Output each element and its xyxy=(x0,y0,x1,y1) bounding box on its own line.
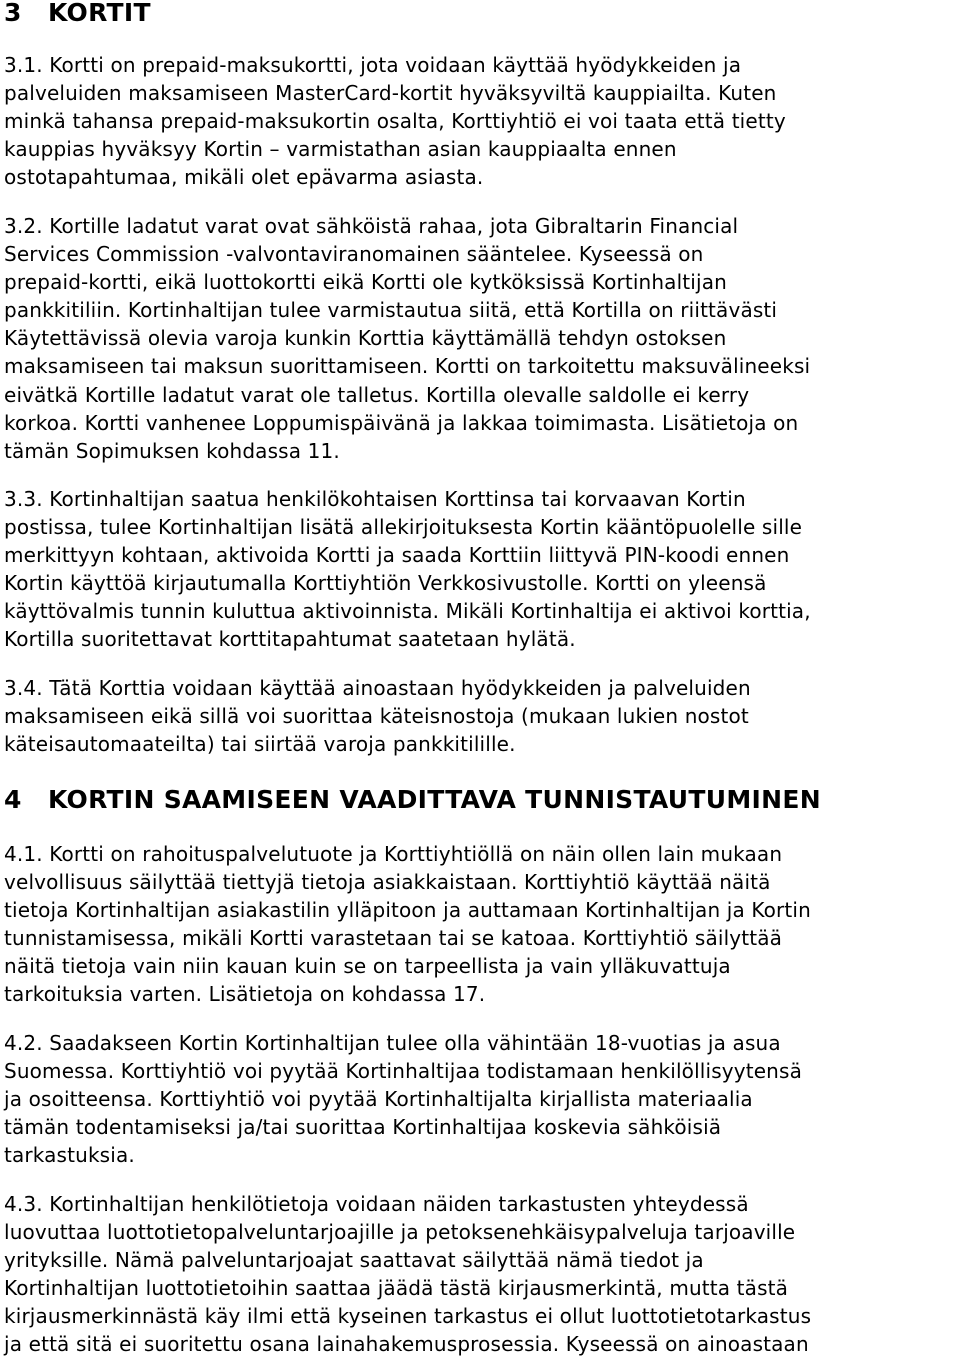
text-line: 4.3. Kortinhaltijan henkilötietoja voidaan näiden tarkastusten yhteydessä xyxy=(4,1192,749,1216)
text-line: käteisautomaateilta) tai siirtää varoja pankkitilille. xyxy=(4,732,516,757)
text-line: maksamiseen tai maksun suorittamiseen. Kortti on tarkoitettu maksuvälineeksi xyxy=(4,354,811,379)
text-line: eivätkä Kortille ladatut varat ole talletus. Kortilla olevalle saldolle ei kerry xyxy=(4,382,750,407)
text-line: 4.2. Saadakseen Kortin Kortinhaltijan tulee olla vähintään 18-vuotias ja asua xyxy=(4,1031,781,1055)
text-line: kirjausmerkinnästä käy ilmi että kyseinen tarkastus ei ollut luottotietotarkastus xyxy=(4,1304,812,1329)
text-line: Kortin käyttöä kirjautumalla Korttiyhtiön Verkkosivustolle. Kortti on yleensä xyxy=(4,571,767,596)
section-title: KORTIN SAAMISEEN VAADITTAVA TUNNISTAUTUMINEN xyxy=(48,785,821,814)
paragraph-4-2 xyxy=(4,1029,958,1169)
text-line: näitä tietoja vain niin kauan kuin se on tarpeellista ja vain ylläkuvattuja xyxy=(4,954,731,979)
text-line: tämän todentamiseksi ja/tai suorittaa Kortinhaltijaa koskevia sähköisiä xyxy=(4,1115,722,1140)
text-line: 3.2. Kortille ladatut varat ovat sähköistä rahaa, jota Gibraltarin Financial xyxy=(4,214,739,238)
text-line: pankkitiliin. Kortinhaltijan tulee varmistautua siitä, että Kortilla on riittävästi xyxy=(4,298,778,323)
text-line: yrityksille. Nämä palveluntarjoajat saattavat säilyttää nämä tiedot ja xyxy=(4,1248,704,1273)
text-line: kauppias hyväksyy Kortin – varmistathan asian kauppiaalta ennen xyxy=(4,137,677,162)
text-line: Käytettävissä olevia varoja kunkin Korttia käyttämällä tehdyn ostoksen xyxy=(4,326,727,351)
text-line: merkittyyn kohtaan, aktivoida Kortti ja saada Korttiin liittyvä PIN-koodi ennen xyxy=(4,543,790,568)
text-line: palveluiden maksamiseen MasterCard-kortit hyväksyviltä kauppiailta. Kuten xyxy=(4,81,777,106)
section-number: 4 xyxy=(4,785,22,814)
paragraph-3-4 xyxy=(4,674,958,758)
text-line: Suomessa. Korttiyhtiö voi pyytää Kortinhaltijaa todistamaan henkilöllisyytensä xyxy=(4,1059,802,1084)
text-line: käyttövalmis tunnin kuluttua aktivoinnista. Mikäli Kortinhaltija ei aktivoi korttia, xyxy=(4,599,811,624)
paragraph-4-1 xyxy=(4,840,958,1009)
section-heading-4 xyxy=(4,785,821,815)
text-line: 4.1. Kortti on rahoituspalvelutuote ja Korttiyhtiöllä on näin ollen lain mukaan xyxy=(4,842,783,866)
text-line: 3.3. Kortinhaltijan saatua henkilökohtaisen Korttinsa tai korvaavan Kortin xyxy=(4,487,746,511)
text-line: 3.1. Kortti on prepaid-maksukortti, jota voidaan käyttää hyödykkeiden ja xyxy=(4,53,742,77)
text-line: postissa, tulee Kortinhaltijan lisätä allekirjoituksesta Kortin kääntöpuolelle sille xyxy=(4,515,803,540)
text-line: luovuttaa luottotietopalveluntarjoajille ja petoksenehkäisypalveluja tarjoaville xyxy=(4,1220,796,1245)
text-line: Services Commission -valvontaviranomainen sääntelee. Kyseessä on xyxy=(4,242,704,267)
section-heading-3 xyxy=(4,0,151,28)
text-line: Kortilla suoritettavat korttitapahtumat saatetaan hylätä. xyxy=(4,627,576,652)
text-line: tunnistamisessa, mikäli Kortti varastetaan tai se katoaa. Korttiyhtiö säilyttää xyxy=(4,926,783,951)
paragraph-3-1 xyxy=(4,51,958,191)
text-line: minkä tahansa prepaid-maksukortin osalta, Korttiyhtiö ei voi taata että tietty xyxy=(4,109,786,134)
text-line: ostotapahtumaa, mikäli olet epävarma asiasta. xyxy=(4,165,484,190)
text-line: 3.4. Tätä Korttia voidaan käyttää ainoastaan hyödykkeiden ja palveluiden xyxy=(4,676,751,700)
text-line: ja että sitä ei suoritettu osana lainahakemusprosessia. Kyseessä on ainoastaan xyxy=(4,1332,809,1357)
text-line: Kortinhaltijan luottotietoihin saattaa jäädä tästä kirjausmerkintä, mutta tästä xyxy=(4,1276,789,1301)
text-line: tarkastuksia. xyxy=(4,1143,135,1168)
paragraph-3-2 xyxy=(4,212,958,465)
section-number: 3 xyxy=(4,0,22,27)
paragraph-4-3 xyxy=(4,1190,958,1359)
text-line: tietoja Kortinhaltijan asiakastilin ylläpitoon ja auttamaan Kortinhaltijan ja Kortin xyxy=(4,898,811,923)
text-line: ja osoitteensa. Korttiyhtiö voi pyytää Kortinhaltijalta kirjallista materiaalia xyxy=(4,1087,753,1112)
text-line: tarkoituksia varten. Lisätietoja on kohdassa 17. xyxy=(4,982,486,1007)
text-line: korkoa. Kortti vanhenee Loppumispäivänä ja lakkaa toimimasta. Lisätietoja on xyxy=(4,410,799,435)
text-line: prepaid-kortti, eikä luottokortti eikä Kortti ole kytköksissä Kortinhaltijan xyxy=(4,270,727,295)
text-line: tämän Sopimuksen kohdassa 11. xyxy=(4,438,340,463)
text-line: maksamiseen eikä sillä voi suorittaa käteisnostoja (mukaan lukien nostot xyxy=(4,704,749,729)
section-title: KORTIT xyxy=(48,0,151,27)
paragraph-3-3 xyxy=(4,485,958,654)
text-line: velvollisuus säilyttää tiettyjä tietoja asiakkaistaan. Korttiyhtiö käyttää näitä xyxy=(4,870,771,895)
